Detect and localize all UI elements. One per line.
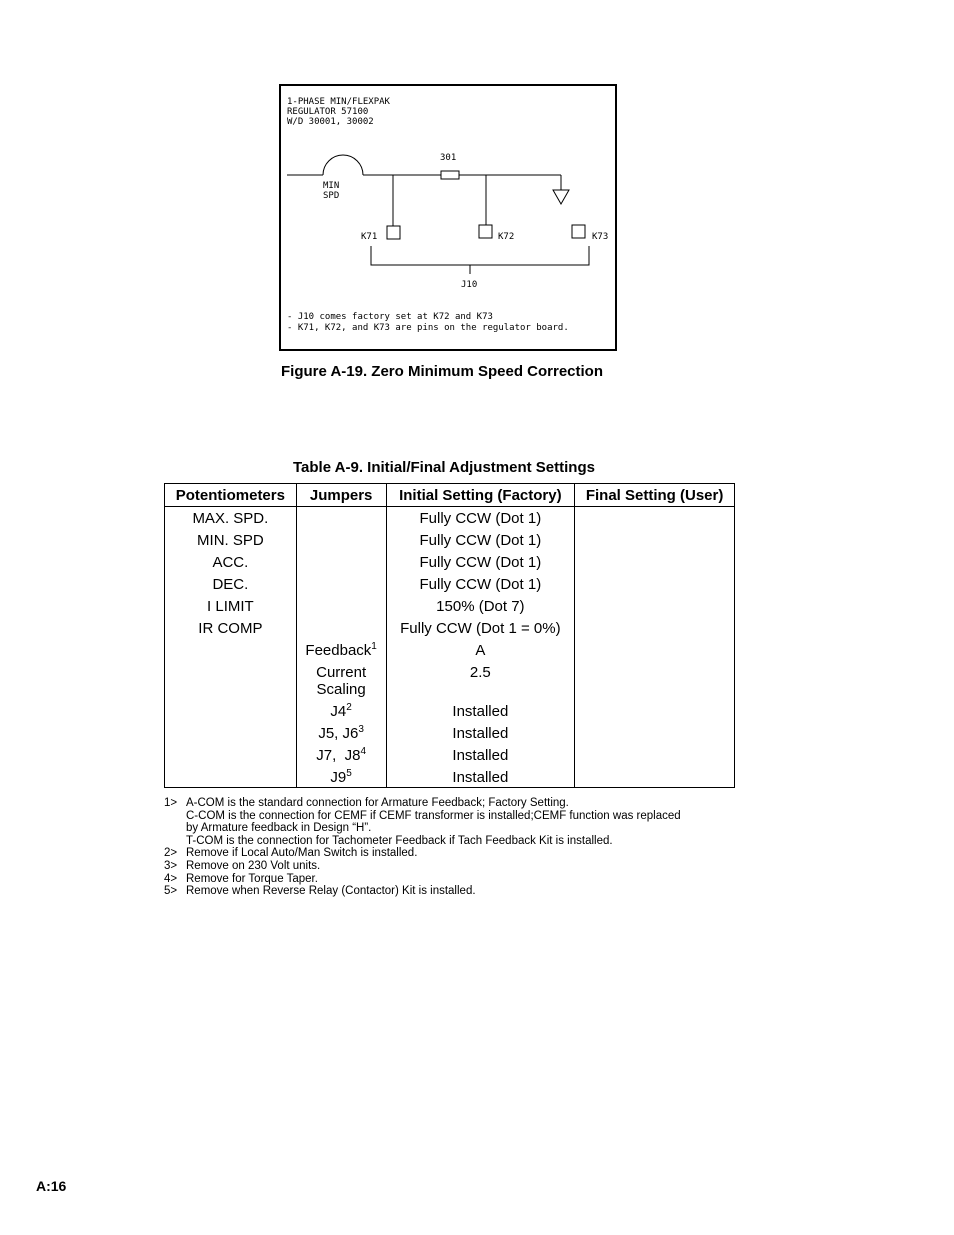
initial-cell: Fully CCW (Dot 1) [386,573,575,595]
jumper-cell [296,529,386,551]
figure-note-1: - J10 comes factory set at K72 and K73 [287,312,493,322]
jumper-cell [296,700,386,722]
table-row [165,661,735,700]
jumper-cell [296,507,386,530]
initial-cell: Fully CCW (Dot 1) [386,529,575,551]
figure-header-line-1: 1-PHASE MIN/FLEXPAK [287,97,390,107]
ground-icon [553,190,569,204]
footnote-ref: 2 [346,702,352,713]
schematic-figure [279,84,617,351]
initial-cell: Installed [386,722,575,744]
jumper-label-line-2: Scaling [316,681,366,698]
k73-pin [572,225,585,238]
j10-label: J10 [461,280,478,290]
footnote-number: 5> [164,885,178,898]
jumper-cell [296,551,386,573]
k72-pin [479,225,492,238]
pot-cell [165,766,297,788]
header-jumpers: Jumpers [296,484,386,507]
k73-label: K73 [592,232,609,242]
footnote-line: Remove for Torque Taper. [186,872,318,885]
table-row [165,639,735,661]
initial-cell: Fully CCW (Dot 1 = 0%) [386,617,575,639]
jumper-cell [296,639,386,661]
header-potentiometers: Potentiometers [165,484,297,507]
table-row [165,507,735,530]
figure-header-line-3: W/D 30001, 30002 [287,117,374,127]
final-cell [575,639,735,661]
final-cell [575,551,735,573]
k72-label: K72 [498,232,515,242]
final-cell [575,529,735,551]
footnote-number: 1> [164,797,178,809]
figure-note-2: - K71, K72, and K73 are pins on the regulator board. [287,323,569,333]
pot-label-line-1: MIN [323,181,340,191]
footnote-5 [164,885,681,898]
pot-cell: IR COMP [165,617,297,639]
pot-cell: ACC. [165,551,297,573]
footnote-line: T-COM is the connection for Tachometer Feedback if Tach Feedback Kit is installed. [186,834,613,847]
final-cell [575,744,735,766]
k71-pin [387,226,400,239]
footnote-ref: 3 [358,724,364,735]
jumper-label: Current [316,664,367,681]
pot-cell [165,639,297,661]
table-footnotes [164,797,681,898]
table-row [165,573,735,595]
footnote-ref: 1 [371,641,377,652]
jumper-cell [296,661,386,700]
initial-cell: Fully CCW (Dot 1) [386,551,575,573]
jumper-label: J7, J8 [316,747,361,764]
footnote-line: by Armature feedback in Design “H”. [186,822,372,835]
final-cell [575,595,735,617]
pot-cell: I LIMIT [165,595,297,617]
jumper-label: J5, J6 [318,725,359,742]
footnote-ref: 5 [346,768,352,779]
footnote-line: C-COM is the connection for CEMF if CEMF transformer is installed;CEMF function was replaced [186,809,681,822]
table-row [165,766,735,788]
footnote-ref: 4 [360,746,366,757]
j10-bracket [371,246,589,265]
pot-cell: MIN. SPD [165,529,297,551]
initial-cell: Installed [386,766,575,788]
table-row [165,551,735,573]
jumper-label: Feedback [305,642,372,659]
table-row [165,617,735,639]
pot-label-line-2: SPD [323,191,340,201]
pot-cell [165,744,297,766]
header-final-setting: Final Setting (User) [575,484,735,507]
jumper-label: J9 [330,769,347,786]
footnote-number: 2> [164,847,178,860]
pot-cell: MAX. SPD. [165,507,297,530]
page-number: A:16 [36,1178,67,1194]
jumper-cell [296,617,386,639]
pot-cell: DEC. [165,573,297,595]
initial-cell: A [386,639,575,661]
schematic-drawing [279,84,617,351]
footnote-3 [164,860,681,873]
figure-header-line-2: REGULATOR 57100 [287,107,369,117]
final-cell [575,573,735,595]
footnote-line: Remove if Local Auto/Man Switch is installed. [186,847,418,860]
jumper-label: J4 [330,703,347,720]
resistor-301-symbol [441,171,459,179]
table-row [165,529,735,551]
final-cell [575,766,735,788]
resistor-label: 301 [440,153,457,163]
footnote-number: 4> [164,872,178,885]
table-row [165,595,735,617]
table-row [165,722,735,744]
table-caption: Table A-9. Initial/Final Adjustment Settings [293,459,595,476]
figure-caption: Figure A-19. Zero Minimum Speed Correction [281,363,603,380]
initial-cell: Fully CCW (Dot 1) [386,507,575,530]
table-row [165,700,735,722]
initial-cell: 150% (Dot 7) [386,595,575,617]
jumper-cell [296,573,386,595]
table-row [165,744,735,766]
pot-cell [165,700,297,722]
jumper-cell [296,766,386,788]
initial-cell: 2.5 [386,661,575,700]
initial-cell: Installed [386,744,575,766]
pot-cell [165,722,297,744]
footnote-2 [164,847,681,860]
jumper-cell [296,722,386,744]
footnote-1 [164,797,681,847]
k71-label: K71 [361,232,378,242]
final-cell [575,722,735,744]
footnote-number: 3> [164,859,178,872]
footnote-line: A-COM is the standard connection for Armature Feedback; Factory Setting. [186,797,569,809]
final-cell [575,700,735,722]
table-header-row [165,484,735,507]
footnote-line: Remove when Reverse Relay (Contactor) Kit is installed. [186,885,476,898]
jumper-cell [296,744,386,766]
pot-cell [165,661,297,700]
initial-cell: Installed [386,700,575,722]
footnote-4 [164,873,681,886]
header-initial-setting: Initial Setting (Factory) [386,484,575,507]
jumper-cell [296,595,386,617]
final-cell [575,617,735,639]
min-spd-pot-symbol [323,155,363,175]
final-cell [575,661,735,700]
settings-table [164,483,735,788]
final-cell [575,507,735,530]
footnote-line: Remove on 230 Volt units. [186,859,321,872]
